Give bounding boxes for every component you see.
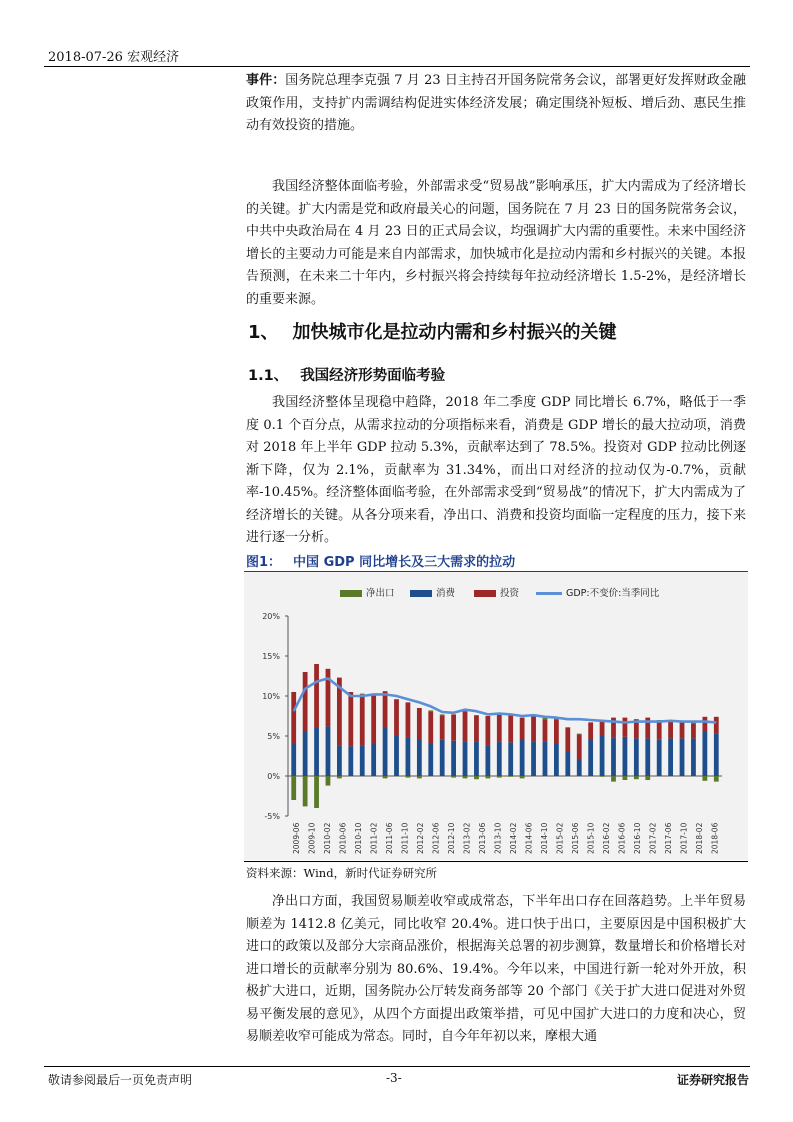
legend-label-consumption: 消费 bbox=[436, 588, 456, 599]
bar-investment bbox=[668, 722, 673, 739]
x-tick-label: 2017-06 bbox=[663, 822, 673, 854]
x-tick-label: 2009-06 bbox=[291, 822, 301, 854]
bar-investment bbox=[702, 717, 707, 732]
bar-investment bbox=[463, 711, 468, 741]
gdp-line bbox=[294, 678, 717, 722]
section-1-1-number: 1.1、 bbox=[248, 368, 289, 384]
bar-net-export bbox=[326, 776, 331, 786]
bar-net-export bbox=[497, 776, 502, 778]
bar-consumption bbox=[326, 726, 331, 776]
bar-consumption bbox=[577, 760, 582, 776]
bar-investment bbox=[543, 719, 548, 741]
bar-net-export bbox=[714, 776, 719, 782]
x-tick-label: 2012-10 bbox=[446, 822, 456, 854]
bar-investment bbox=[657, 722, 662, 740]
bar-consumption bbox=[543, 742, 548, 776]
bar-investment bbox=[291, 692, 296, 744]
bar-net-export bbox=[314, 776, 319, 808]
y-tick-label: 15% bbox=[262, 652, 280, 661]
bar-net-export bbox=[463, 776, 468, 778]
source-rule bbox=[244, 861, 748, 862]
bar-net-export bbox=[428, 710, 433, 712]
x-tick-label: 2010-02 bbox=[322, 822, 332, 854]
bar-consumption bbox=[714, 734, 719, 776]
bar-consumption bbox=[520, 740, 525, 776]
event-label: 事件： bbox=[246, 73, 286, 88]
gdp-paragraph: 我国经济整体呈现稳中趋降，2018 年二季度 GDP 同比增长 6.7%，略低于一季度 0.1 个百分点，从需求拉动的分项指标来看，消费是 GDP 增长的最大拉动项，消费对 2018 年上半年 GDP 拉动 5.3%，贡献率达到了 78.5%。投资对 GDP 拉动比例逐渐下降，仅为 2.1%，贡献率为 31.34%，而出口对经济的拉动仅为-0.7%，贡献率-10.45%。经济整体面临考验，在外部需求受到“贸易战”的情况下，扩大内需成为了经济增长的关键。从各分项来看，净出口、消费和投资均面临一定程度的压力，接下来进行逐一分析。 bbox=[246, 395, 746, 545]
bar-net-export bbox=[337, 776, 342, 778]
bar-consumption bbox=[337, 746, 342, 776]
bar-investment bbox=[508, 714, 513, 743]
bar-consumption bbox=[691, 738, 696, 776]
bar-investment bbox=[531, 716, 536, 742]
section-1-heading bbox=[248, 318, 617, 344]
bar-consumption bbox=[406, 738, 411, 776]
bar-investment bbox=[428, 712, 433, 744]
bar-net-export bbox=[417, 776, 422, 778]
bar-net-export bbox=[474, 776, 479, 779]
bar-consumption bbox=[588, 740, 593, 776]
event-text: 国务院总理李克强 7 月 23 日主持召开国务院常务会议，部署更好发挥财政金融政策作用，支持扩内需调结构促进实体经济发展；确定围绕补短板、增后劲、惠民生推动有效投资的措施。 bbox=[246, 73, 746, 133]
x-tick-label: 2015-02 bbox=[555, 822, 565, 854]
bar-consumption bbox=[463, 742, 468, 776]
legend-label-gdp: GDP:不变价:当季同比 bbox=[566, 588, 660, 599]
x-tick-label: 2013-10 bbox=[493, 822, 503, 854]
bar-investment bbox=[588, 722, 593, 740]
footer-disclaimer: 敬请参阅最后一页免责声明 bbox=[48, 1073, 193, 1087]
bar-consumption bbox=[428, 744, 433, 776]
x-tick-label: 2015-10 bbox=[586, 822, 596, 854]
bar-net-export bbox=[565, 727, 570, 728]
x-tick-label: 2018-06 bbox=[710, 822, 720, 854]
x-tick-label: 2017-02 bbox=[648, 822, 658, 854]
bar-investment bbox=[485, 716, 490, 746]
bar-consumption bbox=[600, 736, 605, 776]
bar-investment bbox=[360, 694, 365, 745]
bar-investment bbox=[383, 691, 388, 728]
bar-consumption bbox=[371, 744, 376, 776]
section-1-title: 加快城市化是拉动内需和乡村振兴的关键 bbox=[292, 322, 617, 343]
x-tick-label: 2012-02 bbox=[415, 822, 425, 854]
bar-net-export bbox=[406, 776, 411, 778]
bar-investment bbox=[314, 664, 319, 728]
figure-label: 图1： bbox=[246, 555, 282, 570]
net-export-paragraph: 净出口方面，我国贸易顺差收窄或成常态，下半年出口存在回落趋势。上半年贸易顺差为 1412.8 亿美元，同比收窄 20.4%。进口快于出口，主要原因是中国积极扩大进口的政策以及部分大宗商品涨价，根据海关总署的初步测算，数量增长和价格增长对进口增长的贡献率分别为 80.6%、19.4%。今年以来，中国进行新一轮对外开放，积极扩大进口，近期，国务院办公厅转发商务部等 20 个部门《关于扩大进口促进对外贸易平衡发展的意见》，从四个方面提出政策举措，可见中国扩大进口的力度和决心，贸易顺差收窄可能成为常态。同时，自今年年初以来，摩根大通 bbox=[246, 894, 746, 1044]
bar-net-export bbox=[440, 714, 445, 715]
bar-investment bbox=[623, 718, 628, 737]
chart-plot-area bbox=[244, 572, 748, 860]
y-tick-label: 5% bbox=[267, 732, 280, 741]
bar-net-export bbox=[600, 776, 605, 777]
section-1-number: 1、 bbox=[248, 322, 279, 343]
bar-investment bbox=[348, 692, 353, 746]
bar-net-export bbox=[451, 776, 456, 778]
bar-consumption bbox=[680, 738, 685, 776]
bar-investment bbox=[520, 718, 525, 740]
x-tick-label: 2016-10 bbox=[632, 822, 642, 854]
footer-report-type: 证券研究报告 bbox=[676, 1073, 749, 1087]
page-header: 2018-07-26 宏观经济 bbox=[48, 50, 180, 65]
bar-consumption bbox=[634, 738, 639, 776]
bar-investment bbox=[680, 722, 685, 738]
x-tick-label: 2010-06 bbox=[338, 822, 348, 854]
bar-net-export bbox=[623, 776, 628, 780]
bar-consumption bbox=[531, 742, 536, 776]
x-tick-label: 2016-02 bbox=[601, 822, 611, 854]
bar-investment bbox=[565, 728, 570, 752]
x-tick-label: 2018-02 bbox=[694, 822, 704, 854]
x-tick-label: 2014-10 bbox=[539, 822, 549, 854]
bar-consumption bbox=[485, 746, 490, 776]
bar-net-export bbox=[645, 776, 650, 780]
bar-consumption bbox=[645, 738, 650, 776]
x-tick-label: 2016-06 bbox=[617, 822, 627, 854]
y-tick-label: 0% bbox=[267, 772, 280, 781]
bar-consumption bbox=[497, 742, 502, 776]
event-paragraph bbox=[246, 70, 746, 138]
x-tick-label: 2009-10 bbox=[307, 822, 317, 854]
bar-investment bbox=[406, 702, 411, 737]
bar-consumption bbox=[291, 744, 296, 776]
bar-consumption bbox=[474, 742, 479, 776]
bar-net-export bbox=[303, 776, 308, 806]
bar-consumption bbox=[440, 739, 445, 776]
x-tick-label: 2010-10 bbox=[353, 822, 363, 854]
x-tick-label: 2013-06 bbox=[477, 822, 487, 854]
legend-label-net-export: 净出口 bbox=[366, 588, 395, 599]
bar-net-export bbox=[291, 776, 296, 800]
bar-consumption bbox=[554, 744, 559, 776]
summary-paragraph: 我国经济整体面临考验，外部需求受“贸易战”影响承压，扩大内需成为了经济增长的关键。扩大内需是党和政府最关心的问题，国务院在 7 月 23 日的国务院常务会议，中共中央政治局在 4 月 23 日的正式局会议，均强调扩大内需的重要性。未来中国经济增长的主要动力可能是来自内部需求，加快城市化是拉动内需和乡村振兴的关键。本报告预测，在未来二十年内，乡村振兴将会持续每年拉动经济增长 1.5-2%，是经济增长的重要来源。 bbox=[246, 179, 746, 307]
gdp-demand-chart bbox=[244, 572, 748, 860]
bar-net-export bbox=[634, 776, 639, 779]
bar-investment bbox=[394, 699, 399, 736]
bar-investment bbox=[554, 720, 559, 744]
footer-page-number: -3- bbox=[386, 1071, 402, 1085]
bar-consumption bbox=[303, 732, 308, 776]
bar-investment bbox=[691, 723, 696, 738]
x-tick-label: 2011-06 bbox=[384, 822, 394, 854]
footer-divider bbox=[44, 1066, 750, 1067]
bar-investment bbox=[577, 734, 582, 760]
x-tick-label: 2015-06 bbox=[570, 822, 580, 854]
bar-consumption bbox=[451, 741, 456, 776]
x-tick-label: 2011-02 bbox=[369, 822, 379, 854]
bar-net-export bbox=[577, 734, 582, 735]
y-tick-label: -5% bbox=[264, 812, 280, 821]
bar-consumption bbox=[623, 737, 628, 776]
bar-net-export bbox=[520, 776, 525, 778]
y-tick-label: 20% bbox=[262, 612, 280, 621]
x-tick-label: 2014-06 bbox=[524, 822, 534, 854]
header-divider bbox=[44, 66, 750, 67]
bar-consumption bbox=[394, 736, 399, 776]
x-tick-label: 2013-02 bbox=[462, 822, 472, 854]
y-tick-label: 10% bbox=[262, 692, 280, 701]
bar-consumption bbox=[383, 728, 388, 776]
section-1-1-title: 我国经济形势面临考验 bbox=[300, 368, 446, 384]
bar-consumption bbox=[702, 732, 707, 776]
bar-net-export bbox=[485, 776, 490, 778]
x-tick-label: 2011-10 bbox=[400, 822, 410, 854]
bar-consumption bbox=[657, 739, 662, 776]
bar-consumption bbox=[348, 746, 353, 776]
bar-consumption bbox=[565, 752, 570, 776]
bar-consumption bbox=[417, 740, 422, 776]
bar-investment bbox=[451, 714, 456, 740]
bar-consumption bbox=[508, 742, 513, 776]
bar-investment bbox=[714, 717, 719, 734]
bar-net-export bbox=[702, 776, 707, 781]
bar-investment bbox=[474, 715, 479, 741]
bar-investment bbox=[303, 672, 308, 732]
bar-net-export bbox=[611, 776, 616, 782]
legend-label-investment: 投资 bbox=[500, 588, 520, 599]
bar-investment bbox=[497, 713, 502, 742]
x-tick-label: 2017-10 bbox=[679, 822, 689, 854]
section-1-1-heading bbox=[248, 364, 445, 385]
bar-net-export bbox=[360, 694, 365, 695]
bar-consumption bbox=[611, 738, 616, 776]
bar-investment bbox=[371, 696, 376, 744]
x-tick-label: 2014-02 bbox=[508, 822, 518, 854]
x-tick-label: 2012-06 bbox=[431, 822, 441, 854]
figure-title bbox=[246, 551, 515, 570]
bar-investment bbox=[417, 708, 422, 740]
bar-consumption bbox=[314, 728, 319, 776]
bar-investment bbox=[440, 715, 445, 739]
figure-source: 资料来源：Wind，新时代证券研究所 bbox=[246, 866, 438, 880]
bar-net-export bbox=[383, 776, 388, 778]
bar-investment bbox=[600, 720, 605, 736]
figure-caption: 中国 GDP 同比增长及三大需求的拉动 bbox=[293, 555, 516, 570]
bar-net-export bbox=[508, 776, 513, 777]
bar-consumption bbox=[668, 738, 673, 776]
bar-consumption bbox=[360, 746, 365, 776]
